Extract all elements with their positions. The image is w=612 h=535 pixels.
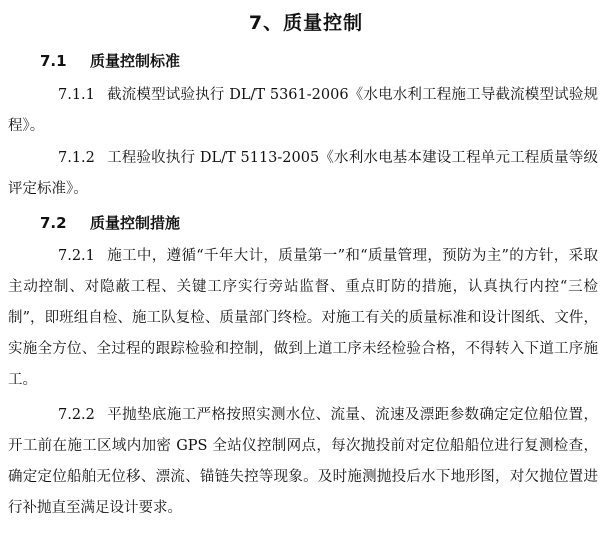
paragraph-7-1-1 xyxy=(8,80,598,142)
paragraph-number: 7.1.1 xyxy=(58,87,95,103)
paragraph-number: 7.1.2 xyxy=(58,150,95,166)
paragraph-7-2-1 xyxy=(8,241,598,396)
paragraph-number: 7.2.1 xyxy=(58,248,95,264)
subsection-heading-7-1 xyxy=(40,48,180,74)
paragraph-7-1-2 xyxy=(8,143,598,205)
subsection-number: 7.2 xyxy=(40,214,67,232)
section-title xyxy=(0,6,612,40)
subsection-number: 7.1 xyxy=(40,52,67,70)
subsection-title: 质量控制标准 xyxy=(90,52,181,70)
paragraph-7-2-2 xyxy=(8,400,598,524)
section-title-text: 质量控制 xyxy=(283,12,364,34)
paragraph-text: 截流模型试验执行 DL/T 5361-2006《水电水利工程施工导截流模型试验规程》。 xyxy=(8,87,598,134)
paragraph-text: 施工中，遵循“千年大计，质量第一”和“质量管理，预防为主”的方针，采取主动控制、对隐蔽工程、关键工序实行旁站监督、重点盯防的措施，认真执行内控“三检制”，即班组自检、施工队复检、质量部门终检。对施工有关的质量标准和设计图纸、文件，实施全方位、全过程的跟踪检验和控制，做到上道工序未经检验合格，不得转入下道工序施工。 xyxy=(8,248,598,388)
paragraph-text: 平抛垫底施工严格按照实测水位、流量、流速及漂距参数确定定位船位置，开工前在施工区域内加密 GPS 全站仪控制网点，每次抛投前对定位船船位进行复测检查，确定定位船舶无位移、漂流、锚链失控等现象。及时施测抛投后水下地形图，对欠抛位置进行补抛直至满足设计要求。 xyxy=(8,407,598,516)
subsection-heading-7-2 xyxy=(40,210,180,236)
subsection-title: 质量控制措施 xyxy=(90,214,181,232)
section-number: 7、 xyxy=(248,12,284,34)
paragraph-number: 7.2.2 xyxy=(58,407,95,423)
paragraph-text: 工程验收执行 DL/T 5113-2005《水利水电基本建设工程单元工程质量等级评定标准》。 xyxy=(8,150,598,197)
